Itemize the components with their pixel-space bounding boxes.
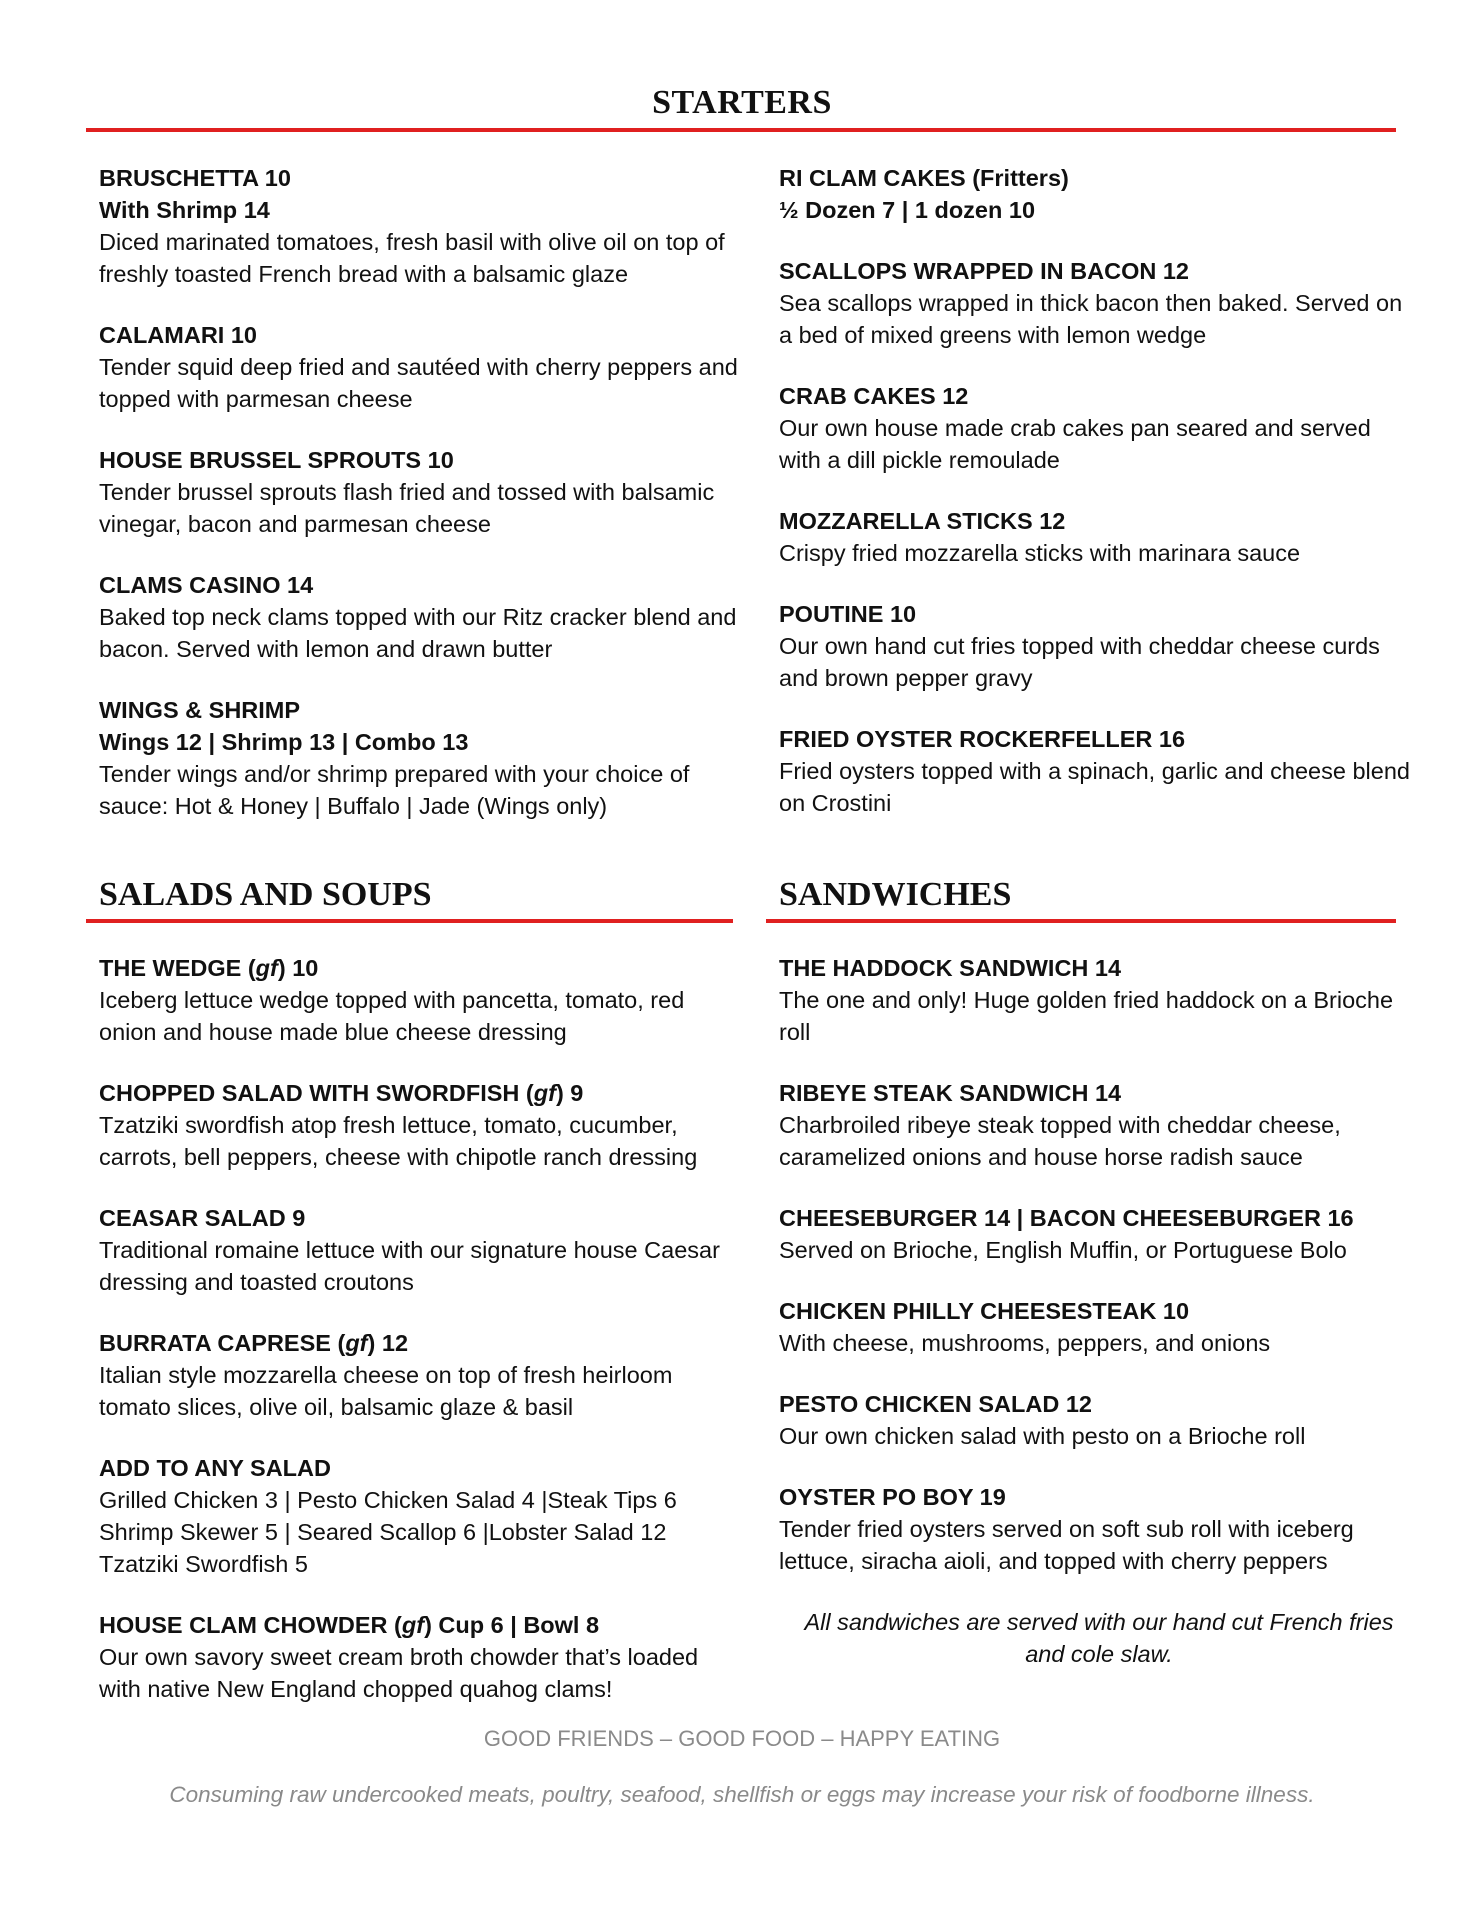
menu-item — [779, 1077, 1419, 1173]
item-name: CHEESEBURGER 14 | BACON CHEESEBURGER 16 — [779, 1205, 1354, 1231]
item-description: Our own hand cut fries topped with cheddar cheese curds and brown pepper gravy — [779, 633, 1380, 691]
gluten-free-tag: gf — [255, 955, 278, 981]
food-safety-warning: Consuming raw undercooked meats, poultry, seafood, shellfish or eggs may increase your risk of foodborne illness. — [169, 1782, 1315, 1807]
menu-item — [779, 723, 1419, 819]
item-description: Charbroiled ribeye steak topped with cheddar cheese, caramelized onions and house horse radish sauce — [779, 1112, 1341, 1170]
menu-item — [99, 569, 739, 665]
menu-item — [99, 319, 739, 415]
menu-item — [99, 1452, 739, 1580]
item-name: WINGS & SHRIMP — [99, 697, 301, 723]
item-description: Baked top neck clams topped with our Ritz cracker blend and bacon. Served with lemon and drawn butter — [99, 604, 737, 662]
menu-item — [779, 380, 1419, 476]
item-name: THE WEDGE (gf) 10 — [99, 955, 319, 981]
salads-column — [99, 952, 739, 1734]
item-price-option: Wings 12 | Shrimp 13 | Combo 13 — [99, 729, 469, 755]
item-name: PESTO CHICKEN SALAD 12 — [779, 1391, 1092, 1417]
sandwiches-divider — [766, 919, 1396, 923]
item-description: Diced marinated tomatoes, fresh basil with olive oil on top of freshly toasted French bread with a balsamic glaze — [99, 229, 725, 287]
menu-item — [779, 598, 1419, 694]
item-description: Tender brussel sprouts flash fried and tossed with balsamic vinegar, bacon and parmesan cheese — [99, 479, 715, 537]
item-name: CLAMS CASINO 14 — [99, 572, 314, 598]
item-name: CHOPPED SALAD WITH SWORDFISH (gf) 9 — [99, 1080, 584, 1106]
item-name: HOUSE CLAM CHOWDER (gf) Cup 6 | Bowl 8 — [99, 1612, 600, 1638]
menu-item — [779, 162, 1419, 226]
item-name: SCALLOPS WRAPPED IN BACON 12 — [779, 258, 1189, 284]
salads-title: SALADS AND SOUPS — [99, 876, 432, 913]
menu-item — [779, 505, 1419, 569]
item-name: OYSTER PO BOY 19 — [779, 1484, 1006, 1510]
salads-divider — [86, 919, 733, 923]
footer-tagline: GOOD FRIENDS – GOOD FOOD – HAPPY EATING — [483, 1726, 1001, 1751]
item-name: RIBEYE STEAK SANDWICH 14 — [779, 1080, 1122, 1106]
item-description: Our own house made crab cakes pan seared and served with a dill pickle remoulade — [779, 415, 1371, 473]
item-description: Fried oysters topped with a spinach, garlic and cheese blend on Crostini — [779, 758, 1410, 816]
item-name: MOZZARELLA STICKS 12 — [779, 508, 1066, 534]
item-description: Tender squid deep fried and sautéed with cherry peppers and topped with parmesan cheese — [99, 354, 738, 412]
sandwiches-title: SANDWICHES — [779, 876, 1012, 913]
menu-item — [99, 162, 739, 290]
gluten-free-tag: gf — [533, 1080, 556, 1106]
item-description: Iceberg lettuce wedge topped with pancetta, tomato, red onion and house made blue cheese dressing — [99, 987, 685, 1045]
item-price-option: ½ Dozen 7 | 1 dozen 10 — [779, 197, 1036, 223]
item-description: The one and only! Huge golden fried haddock on a Brioche roll — [779, 987, 1394, 1045]
gluten-free-tag: gf — [401, 1612, 425, 1638]
item-description: Our own savory sweet cream broth chowder that’s loaded with native New England chopped quahog clams! — [99, 1644, 699, 1702]
item-name: CALAMARI 10 — [99, 322, 257, 348]
item-price-option: With Shrimp 14 — [99, 197, 270, 223]
add-on-line: Tzatziki Swordfish 5 — [99, 1551, 308, 1577]
starters-right-column — [779, 162, 1419, 848]
menu-item — [99, 1609, 739, 1705]
item-description: Tender fried oysters served on soft sub roll with iceberg lettuce, siracha aioli, and topped with cherry peppers — [779, 1516, 1354, 1574]
menu-item — [99, 1077, 739, 1173]
item-name: POUTINE 10 — [779, 601, 917, 627]
sandwiches-column — [779, 952, 1419, 1670]
starters-title: STARTERS — [652, 84, 832, 121]
menu-item — [779, 1202, 1419, 1266]
item-description: With cheese, mushrooms, peppers, and onions — [779, 1330, 1271, 1356]
item-description: Our own chicken salad with pesto on a Brioche roll — [779, 1423, 1306, 1449]
add-on-line: Shrimp Skewer 5 | Seared Scallop 6 |Lobster Salad 12 — [99, 1519, 667, 1545]
menu-item — [99, 694, 739, 822]
menu-item — [779, 952, 1419, 1048]
menu-item — [99, 952, 739, 1048]
menu-item — [779, 1481, 1419, 1577]
sandwich-sides-note: All sandwiches are served with our hand cut French fries and cole slaw. — [804, 1609, 1394, 1667]
item-name: CRAB CAKES 12 — [779, 383, 969, 409]
item-name: ADD TO ANY SALAD — [99, 1455, 331, 1481]
item-description: Sea scallops wrapped in thick bacon then baked. Served on a bed of mixed greens with lemon wedge — [779, 290, 1403, 348]
item-description: Tzatziki swordfish atop fresh lettuce, tomato, cucumber, carrots, bell peppers, cheese with chipotle ranch dressing — [99, 1112, 698, 1170]
item-name: RI CLAM CAKES (Fritters) — [779, 165, 1069, 191]
item-name: FRIED OYSTER ROCKERFELLER 16 — [779, 726, 1186, 752]
item-name: CHICKEN PHILLY CHEESESTEAK 10 — [779, 1298, 1190, 1324]
menu-item — [99, 1327, 739, 1423]
menu-item — [99, 1202, 739, 1298]
item-description: Traditional romaine lettuce with our signature house Caesar dressing and toasted croutons — [99, 1237, 720, 1295]
item-description: Served on Brioche, English Muffin, or Portuguese Bolo — [779, 1237, 1347, 1263]
item-description: Italian style mozzarella cheese on top of fresh heirloom tomato slices, olive oil, balsamic glaze & basil — [99, 1362, 673, 1420]
menu-item — [779, 1388, 1419, 1452]
menu-item — [779, 255, 1419, 351]
item-description: Tender wings and/or shrimp prepared with your choice of sauce: Hot & Honey | Buffalo | Jade (Wings only) — [99, 761, 690, 819]
starters-left-column — [99, 162, 739, 851]
item-name: THE HADDOCK SANDWICH 14 — [779, 955, 1122, 981]
add-on-line: Grilled Chicken 3 | Pesto Chicken Salad 4 |Steak Tips 6 — [99, 1487, 677, 1513]
gluten-free-tag: gf — [345, 1330, 368, 1356]
menu-item — [99, 444, 739, 540]
item-name: CEASAR SALAD 9 — [99, 1205, 306, 1231]
starters-divider — [86, 128, 1396, 132]
item-name: BRUSCHETTA 10 — [99, 165, 291, 191]
item-name: BURRATA CAPRESE (gf) 12 — [99, 1330, 409, 1356]
menu-item — [779, 1295, 1419, 1359]
item-name: HOUSE BRUSSEL SPROUTS 10 — [99, 447, 454, 473]
item-description: Crispy fried mozzarella sticks with marinara sauce — [779, 540, 1301, 566]
